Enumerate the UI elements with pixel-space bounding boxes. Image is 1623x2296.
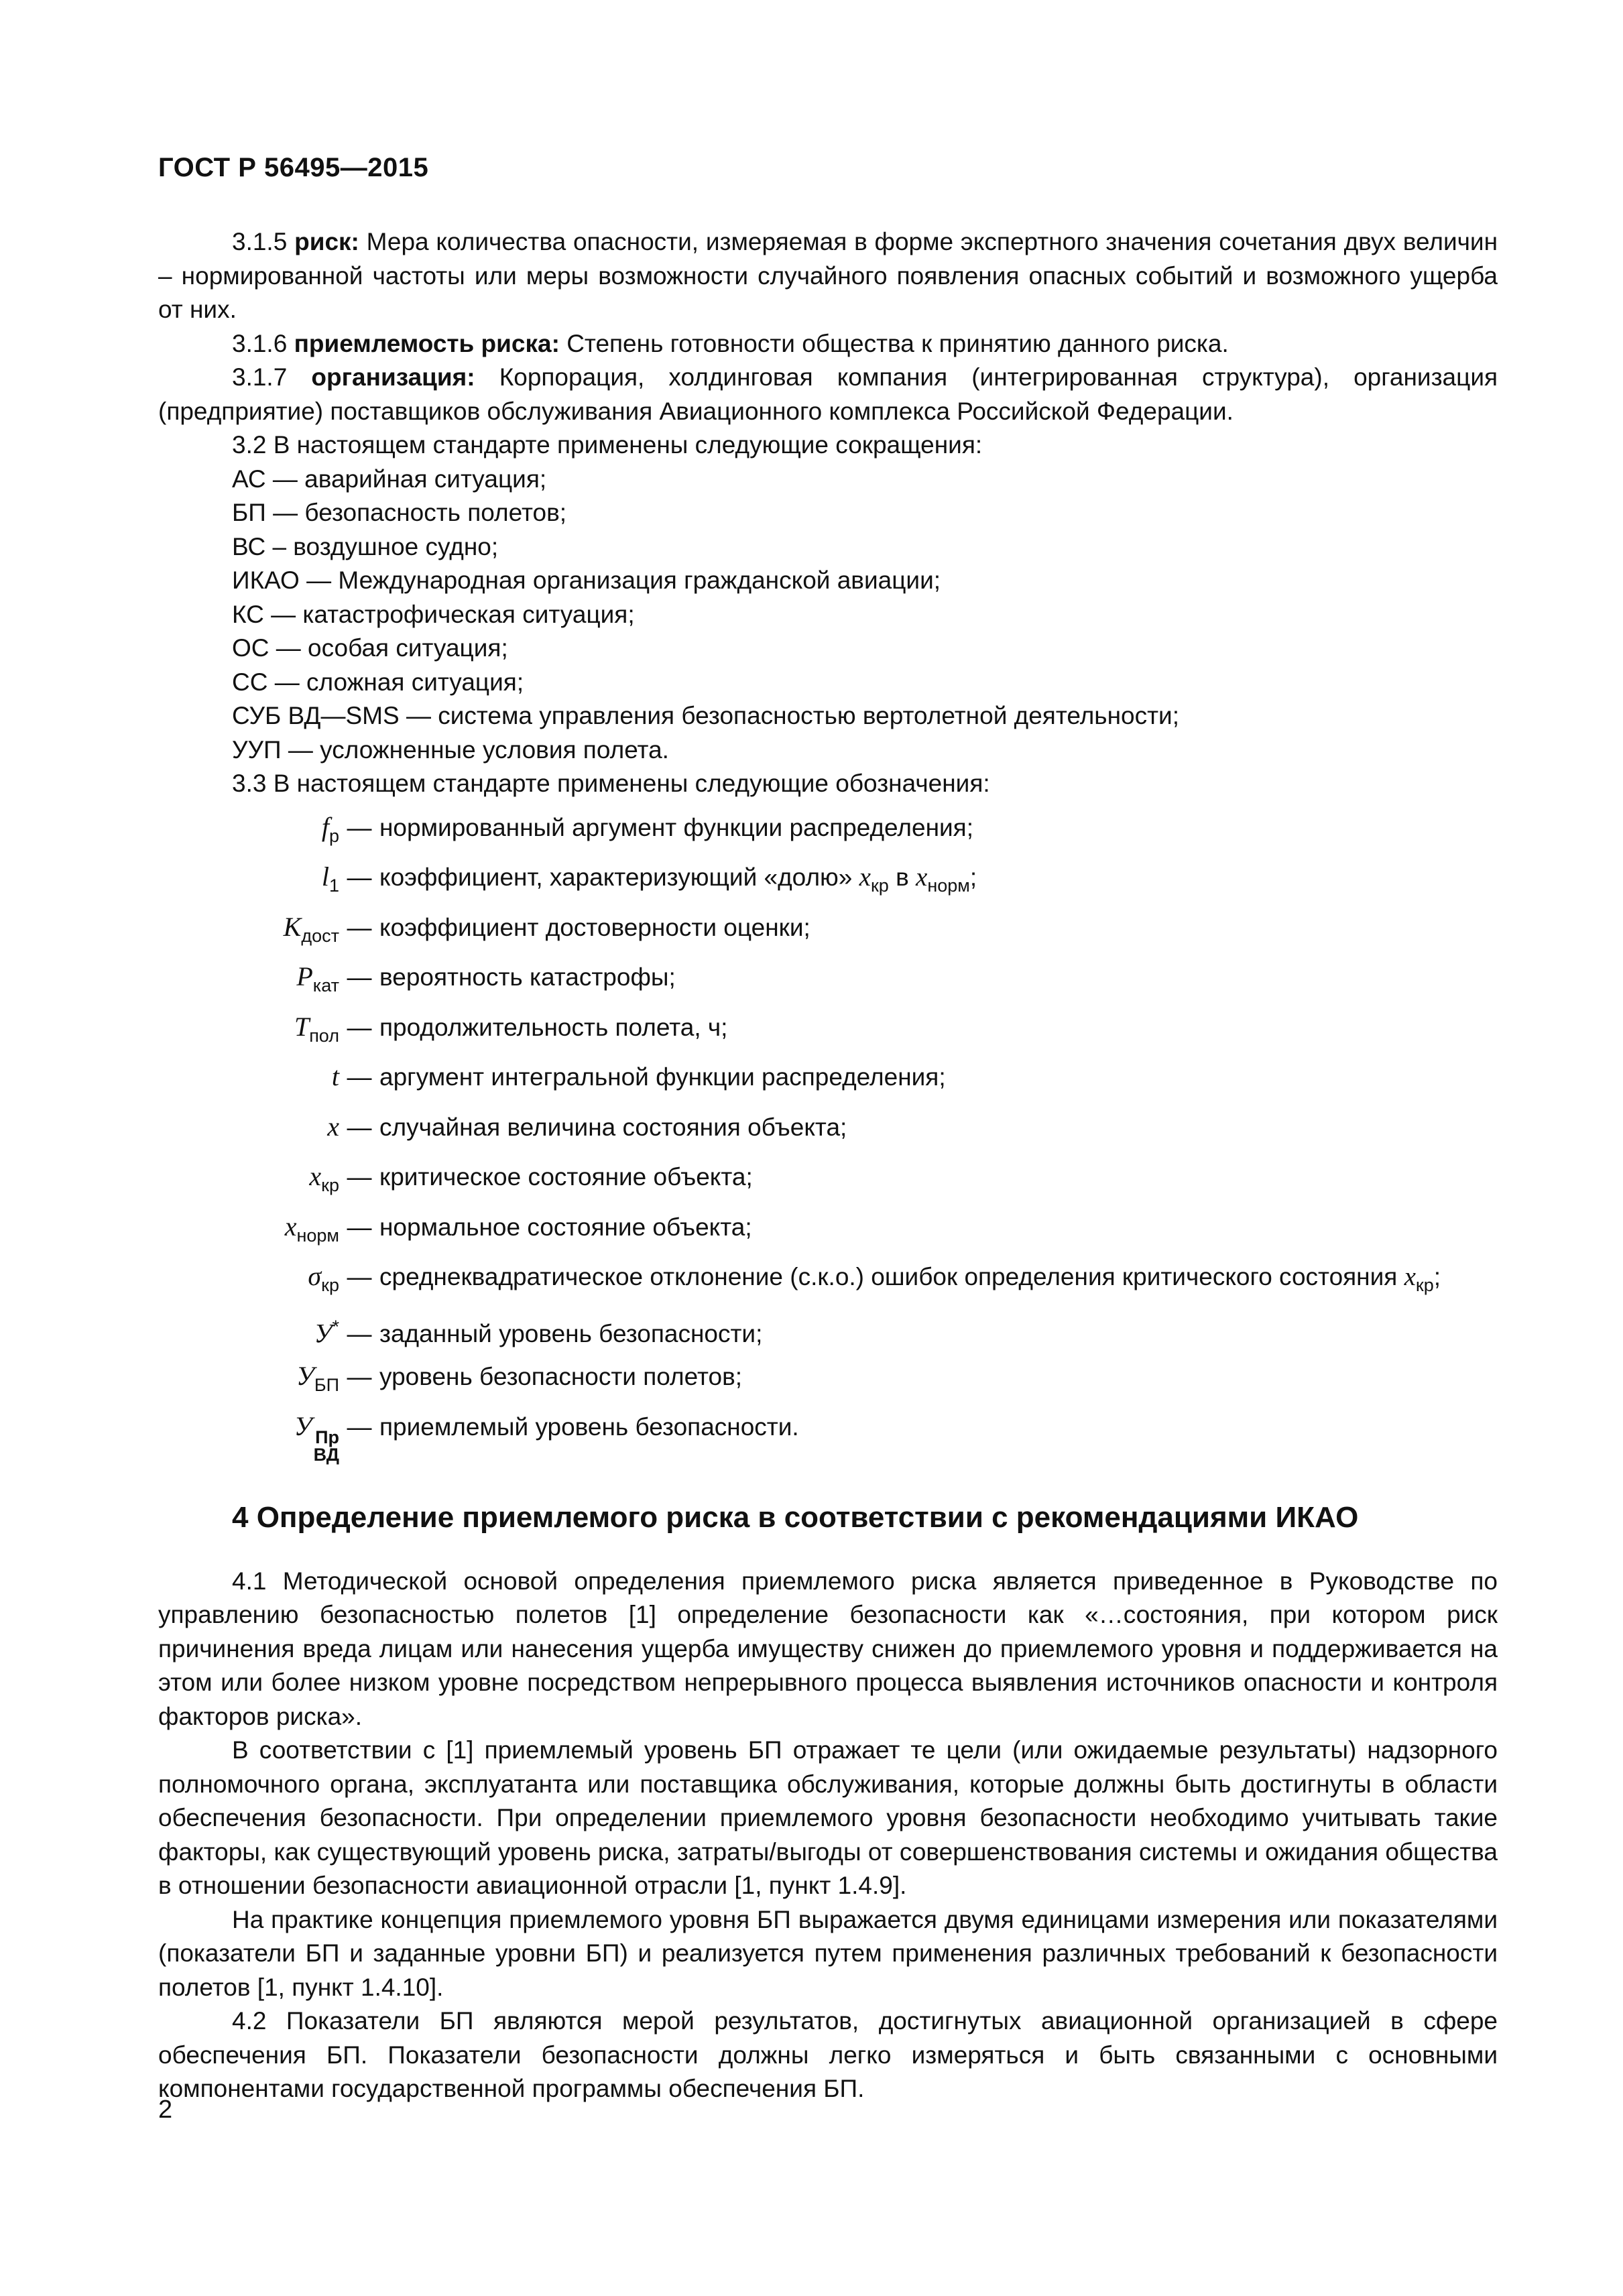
- abbreviation-item: ОС — особая ситуация;: [232, 634, 508, 662]
- inline-symbol: $x_{кр}$: [1404, 1262, 1434, 1295]
- symbol: $У_{БП}$: [296, 1361, 339, 1395]
- symbol-row: $T_{пол}$ — продолжительность полета, ч;: [158, 1010, 1498, 1061]
- symbol-definition: случайная величина состояния объекта;: [379, 1113, 847, 1141]
- definition-3-1-6: 3.1.6 приемлемость риска: Степень готовности общества к принятию данного риска.: [232, 329, 1229, 357]
- symbol-definition: нормальное состояние объекта;: [379, 1213, 752, 1241]
- definition-text: Мера количества опасности, измеряемая в форме экспертного значения сочетания двух величин – нормированной частоты или меры возможности случайного появления опасных событий и возможного ущерба от них.: [158, 228, 1498, 323]
- symbol-row: $P_{кат}$ — вероятность катастрофы;: [158, 960, 1498, 1010]
- symbol: $l_1$: [321, 861, 339, 896]
- symbol: У*: [314, 1316, 339, 1348]
- symbol-row: У Пр ВД — приемлемый уровень безопасности.: [158, 1410, 1498, 1460]
- abbreviation-item: ИКАО — Международная организация гражданской авиации;: [232, 566, 941, 594]
- symbol: У Пр ВД: [294, 1410, 339, 1465]
- abbreviation-item: СУБ ВД—SMS — система управления безопасностью вертолетной деятельности;: [232, 702, 1179, 729]
- inline-symbol: $x_{кр}$: [859, 863, 889, 896]
- symbol: $P_{кат}$: [296, 961, 339, 995]
- symbol: t: [331, 1061, 339, 1091]
- symbols-intro: 3.3 В настоящем стандарте применены следующие обозначения:: [232, 770, 990, 797]
- symbol-row: У* — заданный уровень безопасности;: [158, 1310, 1498, 1360]
- abbreviation-item: ВС – воздушное судно;: [232, 532, 499, 560]
- section-4-heading: 4 Определение приемлемого риска в соответствии с рекомендациями ИКАО: [232, 1501, 1359, 1534]
- symbol-definition: нормированный аргумент функции распределения;: [379, 813, 973, 841]
- symbol-row: $x_{кр}$ — критическое состояние объекта;: [158, 1160, 1498, 1210]
- symbol-definition: критическое состояние объекта;: [379, 1163, 753, 1191]
- abbreviations-intro: 3.2 В настоящем стандарте применены следующие сокращения:: [232, 431, 983, 459]
- definition-term: риск:: [294, 228, 359, 255]
- document-header: ГОСТ Р 56495—2015: [158, 153, 429, 182]
- symbol-definition: уровень безопасности полетов;: [379, 1363, 743, 1390]
- symbol-definition: среднеквадратическое отклонение (с.к.о.) ошибок определения критического состояния $x_{кр}$;: [379, 1262, 1441, 1295]
- page-number: 2: [158, 2096, 173, 2124]
- definition-term: приемлемость риска:: [294, 329, 560, 357]
- symbol-row: $\sigma_{кр}$ — среднеквадратическое отклонение (с.к.о.) ошибок определения критического состояния $x_{кр}$;: [158, 1260, 1498, 1310]
- abbreviation-item: КС — катастрофическая ситуация;: [232, 600, 635, 628]
- symbol-row: x — случайная величина состояния объекта;: [158, 1110, 1498, 1160]
- symbol-definition: коэффициент достоверности оценки;: [379, 913, 810, 941]
- definition-3-1-5: 3.1.5 риск: Мера количества опасности, измеряемая в форме экспертного значения сочетания двух величин – нормированной частоты или меры возможности случайного появления опасных событий и возможного ущерба от них.: [158, 228, 1498, 323]
- symbol-definition: вероятность катастрофы;: [379, 963, 676, 991]
- paragraph: В соответствии с [1] приемлемый уровень БП отражает те цели (или ожидаемые результаты) надзорного полномочного органа, эксплуатанта или поставщика обслуживания, которые должны быть достигнуты в области обеспечения безопасности. При определении приемлемого уровня безопасности необходимо учитывать такие факторы, как существующий уровень риска, затраты/выгоды от совершенствования системы и ожидания общества в отношении безопасности авиационной отрасли [1, пункт 1.4.9].: [158, 1736, 1498, 1899]
- document-body: [158, 225, 1498, 2106]
- symbol-row: $l_1$ — коэффициент, характеризующий «долю» $x_{кр}$ в $x_{норм}$;: [158, 860, 1498, 910]
- paragraph: 4.1 Методической основой определения приемлемого риска является приведенное в Руководстве по управлению безопасностью полетов [1] определение безопасности как «…состояния, при котором риск причинения вреда лицам или нанесения ущерба имуществу снижен до приемлемого уровня и поддерживается на этом или более низком уровне посредством непрерывного процесса выявления источников опасности и контроля факторов риска».: [158, 1567, 1498, 1730]
- symbol-definition: продолжительность полета, ч;: [379, 1013, 728, 1041]
- abbreviation-item: УУП — усложненные условия полета.: [232, 735, 669, 764]
- symbol: $x_{норм}$: [284, 1211, 339, 1246]
- symbol: $x_{кр}$: [309, 1161, 339, 1195]
- definition-text: Степень готовности общества к принятию данного риска.: [566, 329, 1229, 357]
- symbol: $K_{дост}$: [283, 911, 339, 946]
- symbol: $f_р$: [321, 811, 339, 846]
- abbreviation-item: БП — безопасность полетов;: [232, 499, 567, 526]
- symbol-row: $У_{БП}$ — уровень безопасности полетов;: [158, 1360, 1498, 1410]
- symbol: $T_{пол}$: [294, 1011, 339, 1046]
- abbreviation-item: СС — сложная ситуация;: [232, 668, 524, 696]
- symbol-definition: коэффициент, характеризующий «долю» $x_{кр}$ в $x_{норм}$;: [379, 863, 977, 896]
- symbol-row: $x_{норм}$ — нормальное состояние объекта;: [158, 1210, 1498, 1260]
- definition-text: Корпорация, холдинговая компания (интегрированная структура), организация (предприятие) поставщиков обслуживания Авиационного комплекса Российской Федерации.: [158, 363, 1498, 425]
- symbol: $\sigma_{кр}$: [308, 1261, 339, 1295]
- abbreviation-item: АС — аварийная ситуация;: [232, 465, 547, 493]
- abbreviation-list: [158, 463, 1498, 768]
- symbol-row: t — аргумент интегральной функции распределения;: [158, 1060, 1498, 1110]
- symbol-definition: заданный уровень безопасности;: [379, 1319, 763, 1347]
- symbol-row: $K_{дост}$ — коэффициент достоверности оценки;: [158, 910, 1498, 961]
- symbol-definition: аргумент интегральной функции распределения;: [379, 1063, 946, 1091]
- symbol-row: $f_р$ — нормированный аргумент функции распределения;: [158, 810, 1498, 861]
- inline-symbol: $x_{норм}$: [916, 863, 970, 896]
- symbol-definition: приемлемый уровень безопасности.: [379, 1412, 799, 1441]
- symbol-list: [158, 810, 1498, 1465]
- symbol: x: [327, 1111, 339, 1142]
- definition-3-1-7: 3.1.7 организация: Корпорация, холдинговая компания (интегрированная структура), организация (предприятие) поставщиков обслуживания Авиационного комплекса Российской Федерации.: [158, 363, 1498, 425]
- paragraph: На практике концепция приемлемого уровня БП выражается двумя единицами измерения или показателями (показатели БП и заданные уровни БП) и реализуется путем применения различных требований к безопасности полетов [1, пункт 1.4.10].: [158, 1905, 1498, 2001]
- paragraph: 4.2 Показатели БП являются мерой результатов, достигнутых авиационной организацией в сфере обеспечения БП. Показатели безопасности должны легко измеряться и быть связанными с основными компонентами государственной программы обеспечения БП.: [158, 2007, 1498, 2102]
- definition-term: организация:: [311, 363, 475, 391]
